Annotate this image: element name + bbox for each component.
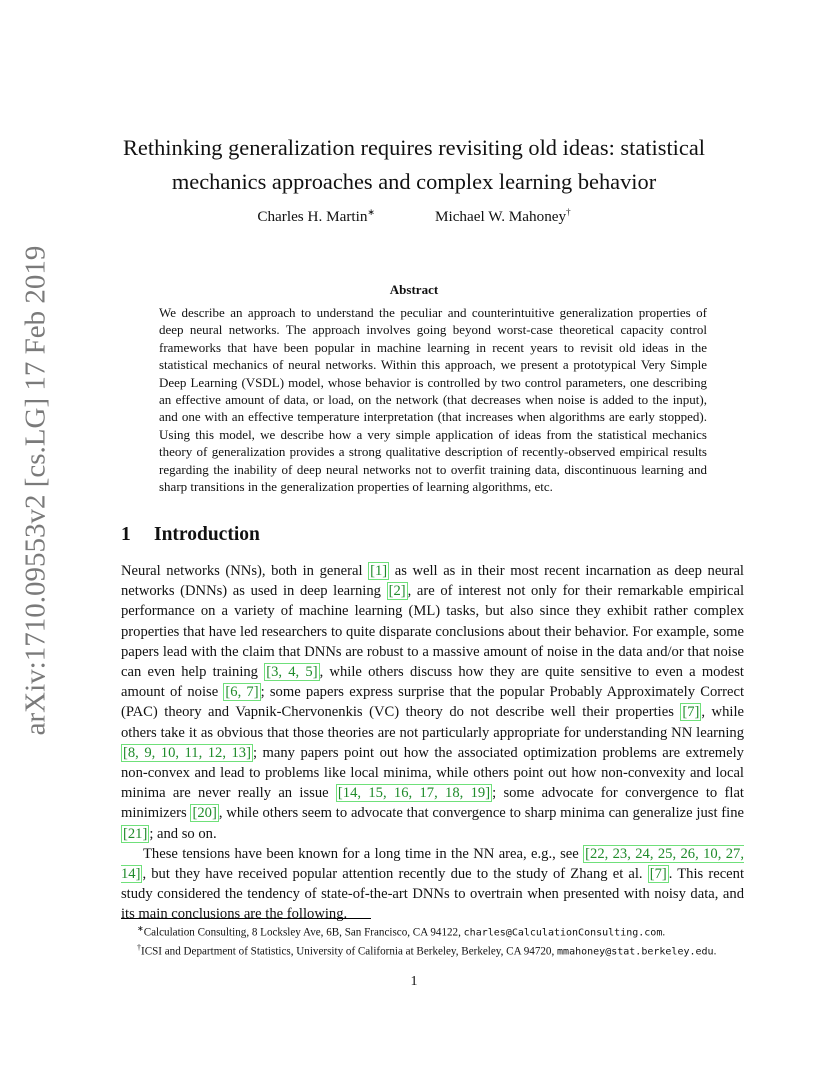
paper-title [90, 131, 738, 199]
title-line-2: mechanics approaches and complex learning behavior [171, 169, 657, 194]
paragraph-text: . This recent study considered the tendency of state-of-the-art DNNs to overtrain when presented with noisy data, and its main conclusions are the following. [121, 866, 744, 923]
author-footnote-mark: ∗ [367, 207, 375, 217]
citation-link[interactable]: [8, 9, 10, 11, 12, 13] [123, 744, 251, 761]
author-name: Michael W. Mahoney [434, 208, 567, 226]
citation-link[interactable]: [2] [388, 583, 406, 600]
arxiv-identifier: arXiv:1710.09553v2 [cs.LG] 17 Feb 2019 [19, 245, 52, 735]
footnote-email[interactable]: charles@CalculationConsulting.com [463, 927, 663, 939]
footnote-text: ICSI and Department of Statistics, University of California at Berkeley, Berkeley, CA 94720, [141, 946, 558, 959]
citation-link[interactable]: [3, 4, 5] [266, 664, 318, 681]
author-list [150, 207, 678, 226]
footnote-text: Calculation Consulting, 8 Locksley Ave, 6B, San Francisco, CA 94122, [143, 926, 464, 939]
abstract-heading: Abstract [389, 282, 439, 297]
citation-link[interactable]: [1] [370, 563, 388, 579]
paragraph-1 [121, 561, 744, 844]
citation-link[interactable]: [6, 7] [225, 684, 259, 701]
abstract-text: We describe an approach to understand the peculiar and counterintuitive generalization properties of deep neural networks. The approach involves going beyond worst-case theoretical capacity control frameworks that have been popular in machine learning in recent years to revisit old ideas in the statistical mechanics of neural networks. Within this approach, we present a prototypical Very Simple Deep Learning (VSDL) model, whose behavior is controlled by two control parameters, one describing an effective amount of data, or load, on the network (that decreases when noise is added to the input), and one with an effective temperature interpretation (that increases when algorithms are early stopped). Using this model, we describe how a very simple application of ideas from the statistical mechanics theory of generalization provides a strong qualitative description of recently-observed empirical results regarding the inability of deep neural networks not to overfit training data, discontinuous learning and sharp transitions in the generalization properties of learning algorithms, etc. [159, 305, 707, 495]
section-heading [121, 524, 260, 546]
section-number: 1 [121, 524, 131, 545]
paragraph-2 [121, 844, 744, 925]
citation-link[interactable]: [14, 15, 16, 17, 18, 19] [337, 785, 491, 802]
footnote-end: . [662, 926, 666, 939]
paragraph-text: ; and so on. [149, 825, 217, 842]
paragraph-text: as well as in their most recent incarnation as deep neural networks (DNNs) as used in deep learning [121, 563, 744, 600]
author-name: Charles H. Martin [257, 208, 368, 226]
footnotes [121, 922, 744, 961]
author-1 [257, 207, 375, 226]
section-title: Introduction [154, 524, 260, 545]
footnote-mark: † [137, 943, 141, 953]
paragraph-text: ; some advocate for convergence to flat minimizers [121, 785, 744, 822]
paragraph-text: ; many papers point out how the associated optimization problems are extremely non-convex and lead to problems like local minima, while others point out how non-convexity and local minima are never really an issue [121, 744, 744, 802]
arxiv-sidebar-stamp [6, 245, 66, 735]
paragraph-text: ; some papers express surprise that the popular Probably Approximately Correct (PAC) theory and Vapnik-Chervonenkis (VC) theory do not describe well their properties [121, 684, 744, 721]
paragraph-text: , while others take it as obvious that those theories are not particularly appropriate for understanding NN learning [121, 704, 744, 741]
paragraph-text: , while others discuss how they are quite sensitive to even a modest amount of noise [121, 664, 744, 701]
footnote-end: . [713, 946, 717, 959]
footnote-2 [121, 941, 744, 960]
footnote-1 [121, 922, 744, 941]
title-line-1: Rethinking generalization requires revisiting old ideas: statistical [122, 135, 705, 160]
author-footnote-mark: † [566, 207, 571, 217]
author-2 [435, 207, 571, 226]
citation-link[interactable]: [7] [649, 866, 667, 883]
paragraph-text: , while others seem to advocate that convergence to sharp minima can generalize just fine [218, 805, 744, 822]
citation-link[interactable]: [7] [682, 704, 700, 721]
footnote-rule [121, 918, 371, 919]
citation-link[interactable]: [20] [192, 805, 217, 822]
paragraph-text: , are of interest not only for their remarkable empirical performance on a variety of machine learning (ML) tasks, but also since they exhibit rather complex properties that have led researchers to quite disparate conclusions about their behavior. For example, some papers lead with the claim that DNNs are robust to a massive amount of noise in the data and/or that noise can even help training [121, 583, 744, 681]
body-text [121, 561, 744, 925]
page-number: 1 [410, 974, 418, 989]
footnote-email[interactable]: mmahoney@stat.berkeley.edu [557, 947, 714, 959]
citation-link[interactable]: [22, 23, 24, 25, 26, 10, 27, 14] [121, 845, 744, 883]
footnote-mark: ∗ [137, 924, 144, 933]
citation-link[interactable]: [21] [123, 825, 148, 842]
paragraph-text: Neural networks (NNs), both in general [121, 563, 369, 579]
paragraph-text: , but they have received popular attention recently due to the study of Zhang et al. [142, 866, 648, 883]
paragraph-text: These tensions have been known for a long time in the NN area, e.g., see [143, 845, 584, 862]
